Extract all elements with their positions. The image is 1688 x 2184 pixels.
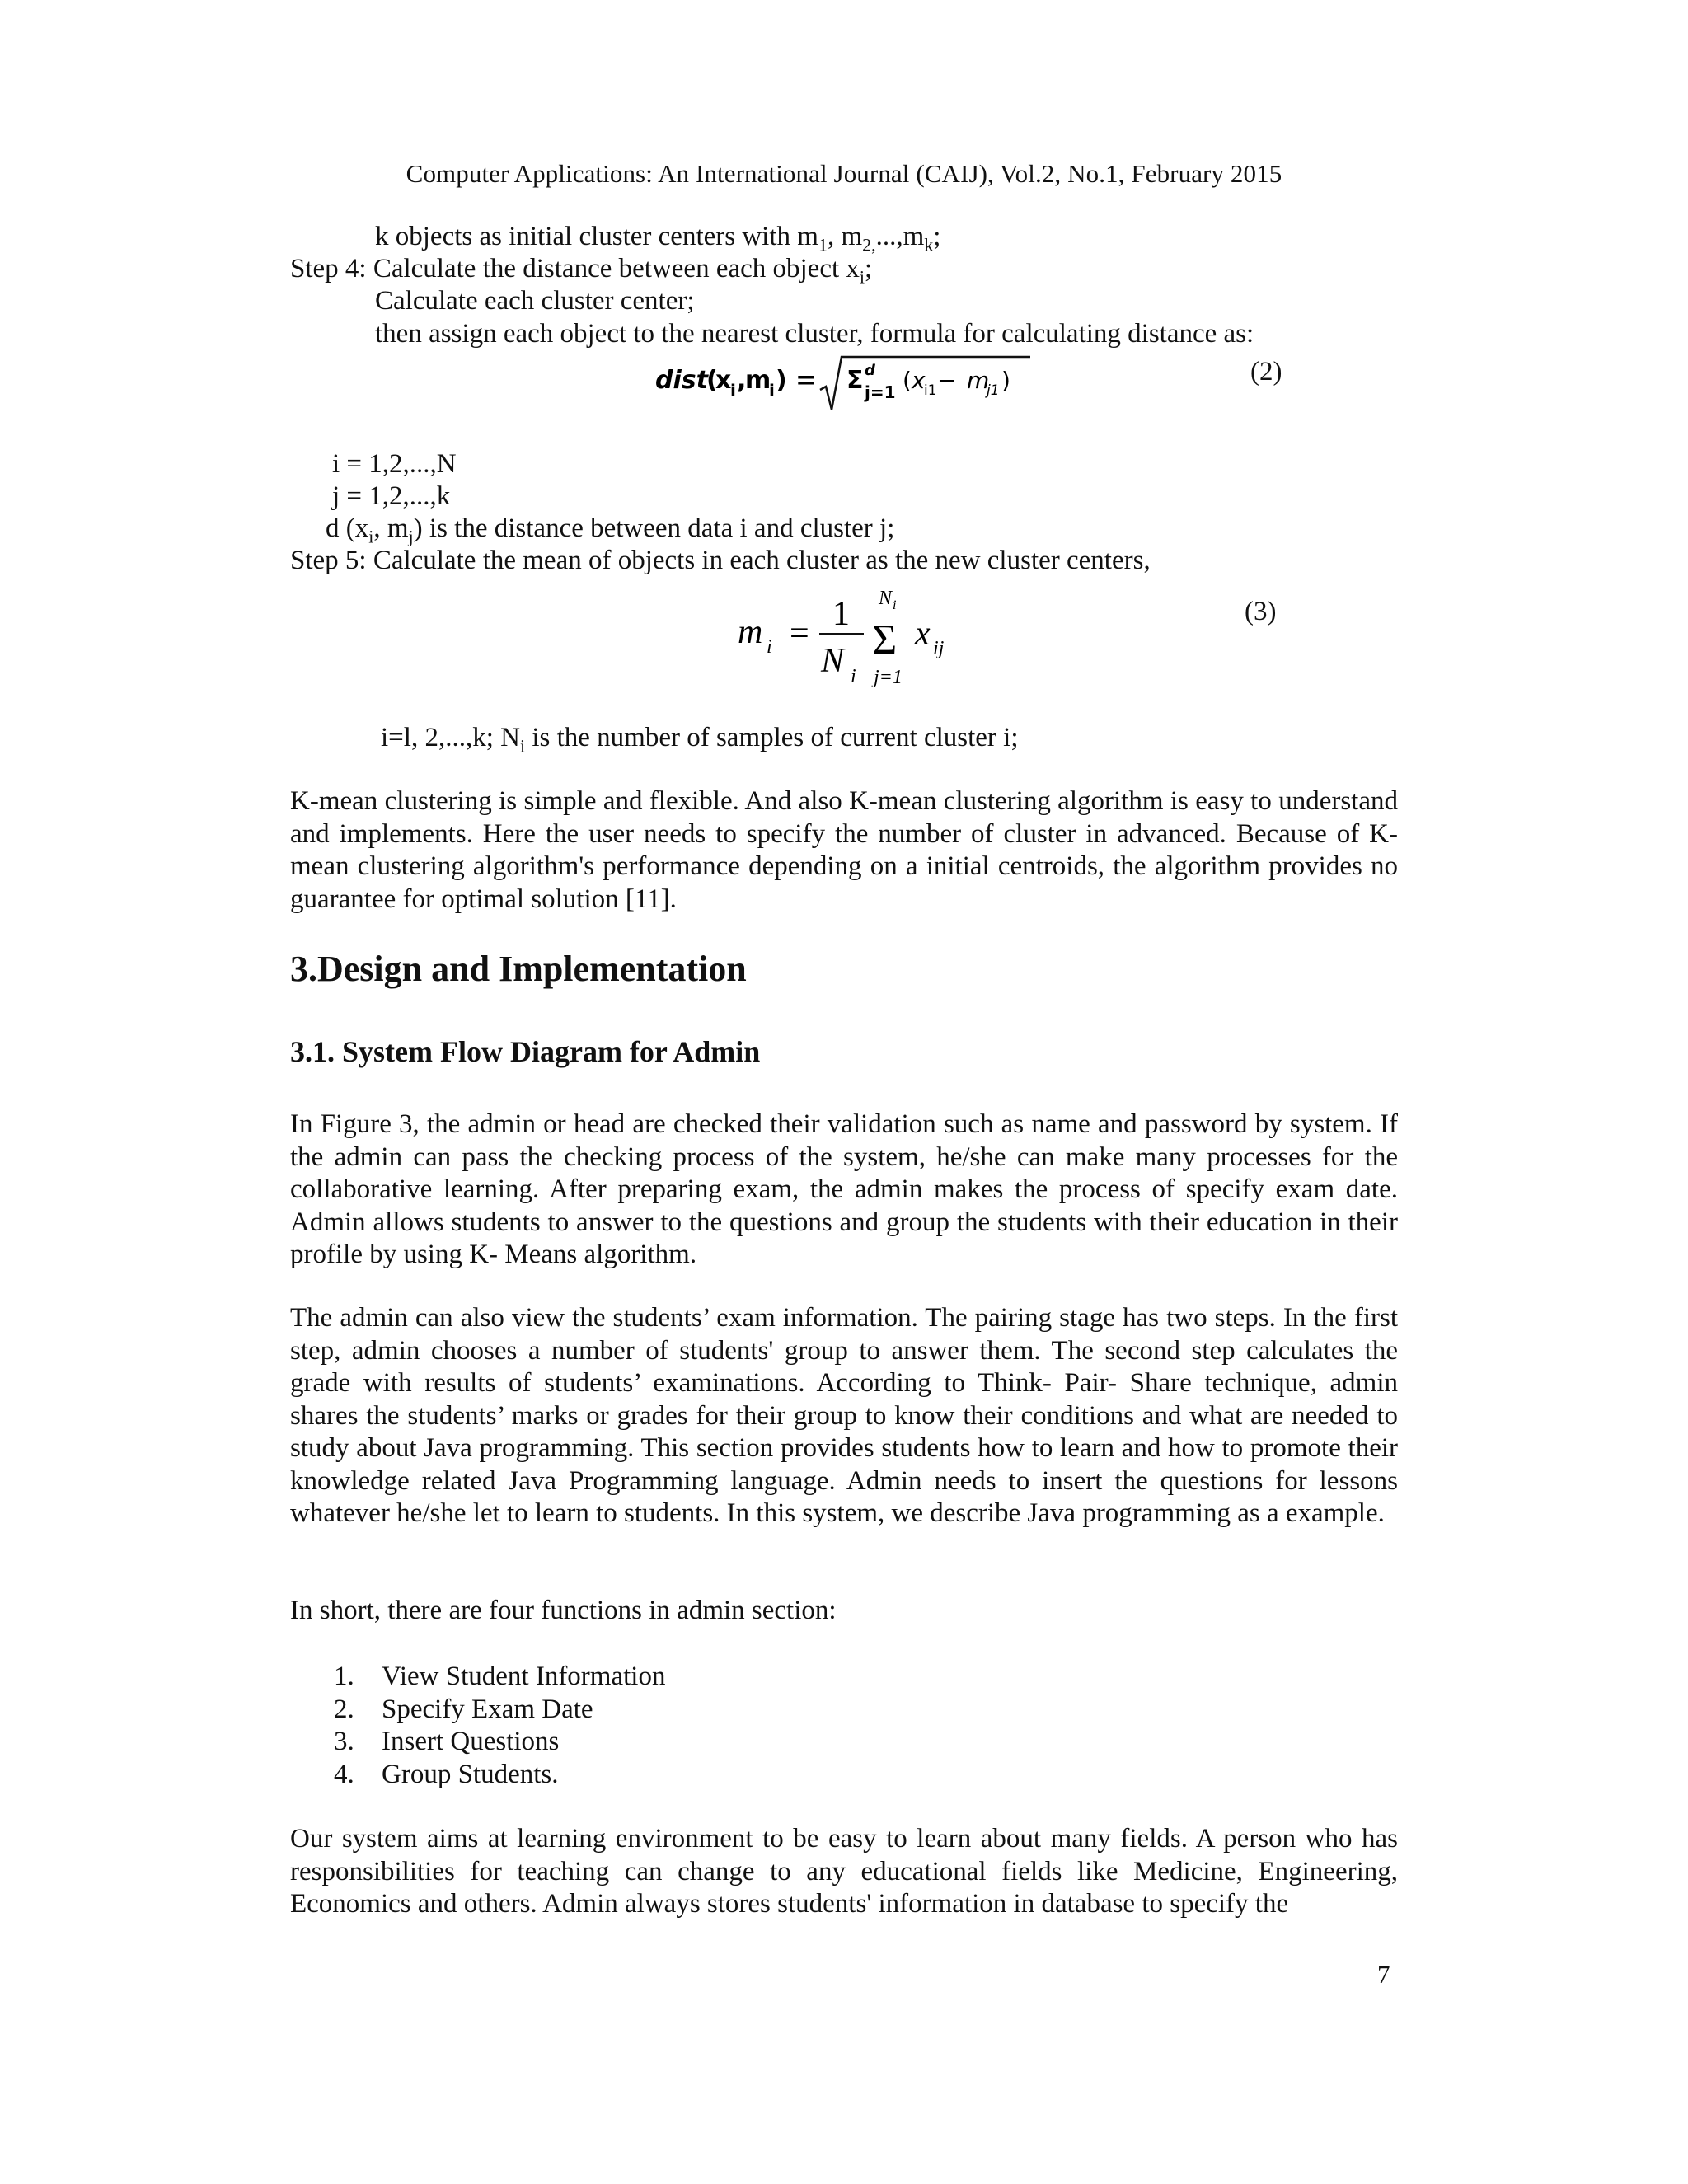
- equation-3: [734, 583, 964, 699]
- equation-3-number: (3): [1245, 597, 1277, 626]
- eq3-lhs-sub: i: [767, 636, 772, 658]
- eq2-lparen: (: [706, 366, 718, 395]
- paragraph-figure3: [290, 1108, 1398, 1272]
- where-d-a: d (x: [326, 513, 369, 543]
- paragraph-short: [290, 1595, 1398, 1628]
- list-item: [334, 1759, 665, 1792]
- section-title: 3.Design and Implementation: [290, 949, 747, 989]
- step3-sub1: 1: [818, 234, 828, 255]
- list-item: [334, 1726, 665, 1759]
- paragraph-kmean: [290, 785, 1398, 916]
- where-j: j = 1,2,...,k: [332, 481, 451, 511]
- eq2-term-m: m: [967, 367, 990, 394]
- page-number: 7: [1377, 1960, 1390, 1989]
- paragraph-figure3-text: In Figure 3, the admin or head are checked their validation such as name and password by system. If the admin can pass the checking process of the system, he/she can make many processes for the collaborative learning. After preparing exam, the admin makes the process of specify exam date. Admin allows students to answer to the questions and group the students with their education in their profile by using K- Means algorithm.: [290, 1109, 1398, 1269]
- equation-3-svg: [734, 583, 964, 695]
- list-item-label: Specify Exam Date: [382, 1694, 593, 1724]
- subsection-title: 3.1. System Flow Diagram for Admin: [290, 1035, 761, 1068]
- eq3-sigma: Σ: [872, 616, 898, 663]
- paragraph-kmean-text: K-mean clustering is simple and flexible. And also K-mean clustering algorithm is easy to understand and implements. Here the user needs to specify the number of cluster in advanced. Because of K-mean clustering algorithm's performance depending on a initial centroids, the algorithm provides no guarantee for optimal solution [11].: [290, 786, 1398, 914]
- step4-sub: i: [859, 266, 865, 288]
- eq2-x: x: [715, 366, 732, 395]
- eq3-lhs: m: [738, 613, 763, 651]
- eq3-sigma-top: N: [879, 588, 893, 609]
- eq2-term-minus: −: [937, 367, 957, 394]
- paragraph-system-text: Our system aims at learning environment to be easy to learn about many fields. A person who has responsibilities for teaching can change to any educational fields like Medicine, Engineering, Economics and others. Admin always stores students' information in database to specify the: [290, 1824, 1398, 1919]
- eq2-sigma-bottom: j=1: [865, 382, 896, 402]
- equation-2: [655, 350, 1051, 420]
- eq2-m: m: [745, 366, 771, 395]
- list-item-number: 1.: [334, 1661, 354, 1691]
- list-item-number: 3.: [334, 1727, 354, 1756]
- step3-mid2: ...,m: [875, 222, 925, 251]
- step3-subk: k: [924, 234, 934, 255]
- step3-text: k objects as initial cluster centers with m: [375, 222, 818, 251]
- list-item-number: 2.: [334, 1694, 354, 1724]
- eq2-term-m-sub: j1: [987, 382, 1000, 399]
- where-d-sub2: j: [408, 526, 414, 547]
- where-d-b: , m: [373, 513, 409, 543]
- eq2-rparen-eq: ) =: [776, 366, 817, 395]
- step3-mid1: , m: [827, 222, 863, 251]
- list-item: [334, 1661, 665, 1694]
- where-d-sub1: i: [368, 526, 374, 547]
- eq2-term-close: ): [1001, 367, 1010, 394]
- eq2-comma: ,: [737, 366, 747, 395]
- eq3-equals: =: [790, 615, 809, 653]
- paragraph-short-text: In short, there are four functions in admin section:: [290, 1596, 837, 1625]
- eq3-term: x: [915, 615, 931, 653]
- eq2-term-x: x: [912, 367, 926, 394]
- eq3-note: [381, 721, 1019, 763]
- step3-sub2: 2,: [862, 234, 876, 255]
- eq2-term-open: (: [903, 367, 912, 394]
- paragraph-admin-text: The admin can also view the students’ exam information. The pairing stage has two steps. In the first step, admin chooses a number of students' group to answer them. The second step calculates the grade with results of students’ examinations. According to Think- Pair- Share technique, admin shares the students’ marks or grades for their group to know their conditions and what are needed to study about Java programming. This section provides students how to learn and how to promote their knowledge related Java Programming language. Admin needs to insert the questions for lessons whatever he/she let to learn to students. In this system, we describe Java programming as a example.: [290, 1303, 1398, 1528]
- eq3-denominator: N: [821, 642, 845, 680]
- step3-end: ;: [933, 222, 941, 251]
- eq2-sigma: Σ: [846, 366, 864, 395]
- eq2-term-x-sub: i1: [924, 382, 937, 399]
- equation-2-svg: [655, 350, 1051, 416]
- eq3-note-a: i=l, 2,...,k; N: [381, 723, 520, 752]
- running-header: Computer Applications: An International Journal (CAIJ), Vol.2, No.1, February 2015: [406, 159, 1282, 188]
- eq3-term-sub: ij: [933, 638, 945, 659]
- step4-line2: Calculate each cluster center;: [375, 286, 695, 316]
- paragraph-system: [290, 1823, 1398, 1921]
- list-item: [334, 1694, 665, 1727]
- list-item-label: View Student Information: [382, 1661, 666, 1691]
- step5-line: Step 5: Calculate the mean of objects in each cluster as the new cluster centers,: [290, 546, 1151, 575]
- eq3-sigma-bottom: j=1: [874, 667, 903, 688]
- where-i: i = 1,2,...,N: [332, 449, 457, 479]
- eq3-sigma-top-sub: i: [893, 598, 897, 612]
- eq3-numerator: 1: [832, 595, 850, 633]
- step4-text: Step 4: Calculate the distance between each object x: [290, 254, 860, 284]
- eq2-dist: dist: [655, 366, 708, 395]
- step4-end: ;: [865, 254, 873, 284]
- eq3-note-b: is the number of samples of current cluster i;: [525, 723, 1019, 752]
- admin-functions-list: [334, 1661, 665, 1791]
- eq2-sigma-top: d: [865, 362, 875, 379]
- paragraph-admin: [290, 1302, 1398, 1530]
- list-item-label: Insert Questions: [382, 1727, 560, 1756]
- list-item-label: Group Students.: [382, 1759, 559, 1789]
- eq3-note-sub: i: [519, 735, 526, 757]
- where-d-c: ) is the distance between data i and cluster j;: [413, 513, 895, 543]
- equation-2-number: (2): [1250, 357, 1282, 387]
- list-item-number: 4.: [334, 1759, 354, 1789]
- eq3-denominator-sub: i: [851, 666, 856, 687]
- eq2-m-sub: i: [769, 381, 775, 401]
- eq2-x-sub: i: [730, 381, 736, 401]
- step4-line3: then assign each object to the nearest cluster, formula for calculating distance as:: [375, 319, 1254, 349]
